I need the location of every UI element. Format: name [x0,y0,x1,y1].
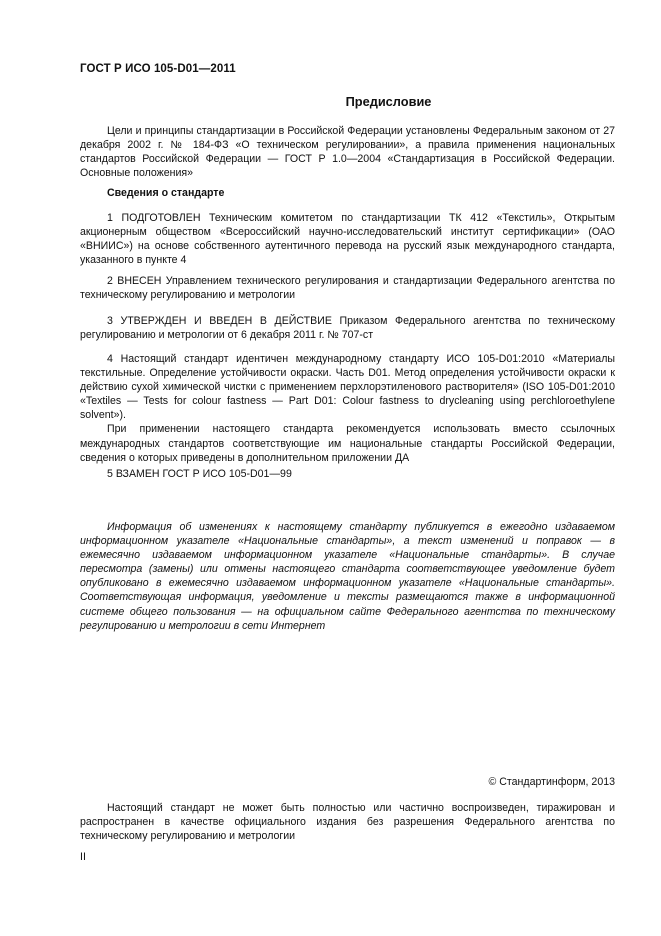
reproduction-notice-paragraph: Настоящий стандарт не может быть полностью или частично воспроизведен, тиражирован и распространен в качестве официального издания без разрешения Федерального агентства по техническому регулированию и метрологии [80,802,615,843]
page-title: Предисловие [345,94,432,109]
standard-item-1 [80,211,615,267]
item-paragraph: 4 Настоящий стандарт идентичен международному стандарту ИСО 105-D01:2010 «Материалы текстильные. Определение устойчивости окраски. Часть D01. Метод определения устойчивости окраски к действию сухой химической чистки с применением перхлорэтиленового растворителя» (ISO 105-D01:2010 «Textiles — Tests for colour fastness — Part D01: Colour fastness to drycleaning using perchloroethylene solvent»). [80,353,615,422]
reproduction-notice-block [80,801,615,843]
document-code-header: ГОСТ Р ИСО 105-D01—2011 [80,63,236,75]
standard-item-2 [80,274,615,302]
intro-paragraph: Цели и принципы стандартизации в Российской Федерации установлены Федеральным законом от 27 декабря 2002 г. № 184-ФЗ «О техническом регулировании», а правила применения национальных стандартов Российской Федерации — ГОСТ Р 1.0—2004 «Стандартизация в Российской Федерации. Основные положения» [80,125,615,180]
changes-notice-block [80,520,615,633]
item-paragraph: 2 ВНЕСЕН Управлением технического регулирования и стандартизации Федерального агентства по техническому регулированию и метрологии [80,275,615,302]
changes-notice-paragraph: Информация об изменениях к настоящему стандарту публикуется в ежегодно издаваемом информационном указателе «Национальные стандарты», а текст изменений и поправок — в ежемесячно издаваемом информационном указателе «Национальные стандарты». В случае пересмотра (замены) или отмены настоящего стандарта соответствующее уведомление будет опубликовано в ежемесячно издаваемом информационном указателе «Национальные стандарты». Соответствующая информация, уведомление и тексты размещаются также в информационной системе общего пользования — на официальном сайте Федерального агентства по техническому регулированию и метрологии в сети Интернет [80,521,615,632]
standard-item-3 [80,314,615,342]
item-paragraph-note: При применении настоящего стандарта рекомендуется использовать вместо ссылочных международных стандартов соответствующие им национальные стандарты Российской Федерации, сведения о которых приведены в дополнительном приложении ДА [80,423,615,464]
standard-info-heading: Сведения о стандарте [107,187,225,199]
page-number: II [80,851,86,863]
standard-item-4 [80,352,615,465]
standard-item-5 [80,467,615,481]
item-paragraph: 5 ВЗАМЕН ГОСТ Р ИСО 105-D01—99 [107,468,292,480]
intro-block [80,124,615,180]
copyright-line: © Стандартинформ, 2013 [488,776,615,788]
item-paragraph: 1 ПОДГОТОВЛЕН Техническим комитетом по стандартизации ТК 412 «Текстиль», Открытым акционерным обществом «Всероссийский научно-исследовательский институт сертификации» (ОАО «ВНИИС») на основе собственного аутентичного перевода на русский язык международного стандарта, указанного в пункте 4 [80,212,615,267]
item-paragraph: 3 УТВЕРЖДЕН И ВВЕДЕН В ДЕЙСТВИЕ Приказом Федерального агентства по техническому регулированию и метрологии от 6 декабря 2011 г. № 707-ст [80,315,615,342]
